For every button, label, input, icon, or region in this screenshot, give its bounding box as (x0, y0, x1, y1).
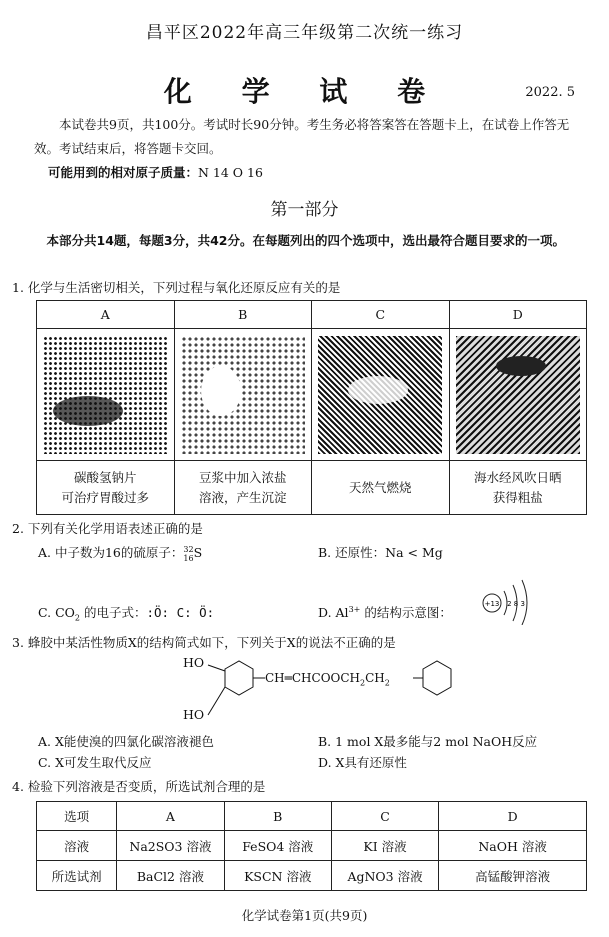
atomic-mass-values: N 14 O 16 (198, 165, 263, 180)
q4-col-d: D (439, 802, 587, 831)
q4-solution-c: KI 溶液 (331, 831, 438, 861)
q3-stem: 3. 蜂胶中某活性物质X的结构简式如下，下列关于X的说法不正确的是 (12, 635, 396, 650)
q1-image-d (456, 336, 580, 454)
q2-stem: 2. 下列有关化学用语表述正确的是 (12, 521, 203, 536)
q1-image-a-cell (37, 329, 175, 461)
q4-reagent-c: AgNO3 溶液 (331, 861, 438, 891)
q3-option-b: B. 1 mol X最多能与2 mol NaOH反应 (318, 734, 538, 749)
al-ion-structure-diagram (480, 575, 542, 625)
q1-header-b: B (174, 301, 312, 329)
q4-col-a: A (117, 802, 224, 831)
instructions: 本试卷共9页，共100分。考试时长90分钟。考生务必将答案答在答题卡上，在试卷上作答无效。考试结束后，将答题卡交回。 (34, 117, 570, 156)
q4-col-option: 选项 (37, 802, 117, 831)
q4-solution-d: NaOH 溶液 (439, 831, 587, 861)
q1-image-d-cell (449, 329, 587, 461)
side-chain: $CH═CHCOOCH_2CH_2$ (265, 671, 390, 688)
q1-image-b-cell (174, 329, 312, 461)
q4-reagent-a: BaCl2 溶液 (117, 861, 224, 891)
benzene-rings (203, 657, 453, 723)
q1-image-c-cell (312, 329, 450, 461)
page-footer: 化学试卷第1页(共9页) (241, 908, 368, 923)
atomic-mass-label: 可能用到的相对原子质量： (48, 165, 199, 180)
q1-header-c: C (312, 301, 450, 329)
q2-option-a: A. 中子数为16的硫原子：32 16S (38, 544, 203, 563)
q4-solution-label: 溶液 (37, 831, 117, 861)
hydroxyl-1: HO (183, 655, 205, 670)
q4-reagent-d: 高锰酸钾溶液 (439, 861, 587, 891)
q3-option-a: A. X能使溴的四氯化碳溶液褪色 (38, 734, 214, 749)
q1-options-table (36, 300, 587, 515)
q1-caption-b: 豆浆中加入浓盐 溶液，产生沉淀 (174, 461, 312, 515)
q2-option-d: D. $Al^{3+}$ 的结构示意图： (318, 604, 452, 620)
q2-option-c: C. $CO_2$ 的电子式：:Ö: C: Ö: (38, 605, 215, 623)
page-title: 化 学 试 卷 (163, 75, 446, 108)
exam-date: 2022. 5 (525, 85, 575, 100)
q4-col-c: C (331, 802, 438, 831)
exam-header: 昌平区2022年高三年级第二次统一练习 (145, 23, 464, 43)
q1-image-a (43, 336, 167, 454)
q1-header-a: A (37, 301, 175, 329)
q4-reagent-b: KSCN 溶液 (224, 861, 331, 891)
q4-stem: 4. 检验下列溶液是否变质，所选试剂合理的是 (12, 779, 266, 794)
bohr-nucleus-label: +13 (484, 600, 500, 608)
bohr-shell-electrons: 2 8 3 (507, 600, 525, 608)
q4-table (36, 801, 587, 891)
hydroxyl-2: HO (183, 707, 205, 722)
q1-image-b (181, 336, 305, 454)
q3-structure-formula (183, 655, 453, 725)
q4-col-b: B (224, 802, 331, 831)
part-description: 本部分共14题，每题3分，共42分。在每题列出的四个选项中，选出最符合题目要求的一项。 (46, 233, 565, 248)
q1-caption-a: 碳酸氢钠片 可治疗胃酸过多 (37, 461, 175, 515)
q1-image-c (318, 336, 442, 454)
atomic-mass-line (48, 163, 263, 181)
q1-stem: 1. 化学与生活密切相关，下列过程与氧化还原反应有关的是 (12, 280, 341, 295)
q1-caption-d: 海水经风吹日晒 获得粗盐 (449, 461, 587, 515)
part-title: 第一部分 (270, 200, 339, 220)
q2-option-b: B. 还原性：Na < Mg (318, 545, 443, 560)
q1-caption-c: 天然气燃烧 (312, 461, 450, 515)
q4-solution-b: FeSO4 溶液 (224, 831, 331, 861)
q3-option-c: C. X可发生取代反应 (38, 755, 152, 770)
q4-solution-a: Na2SO3 溶液 (117, 831, 224, 861)
q3-option-d: D. X具有还原性 (318, 755, 407, 770)
q1-header-d: D (449, 301, 587, 329)
q4-reagent-label: 所选试剂 (37, 861, 117, 891)
co2-electron-formula: :Ö: C: Ö: (146, 605, 215, 620)
